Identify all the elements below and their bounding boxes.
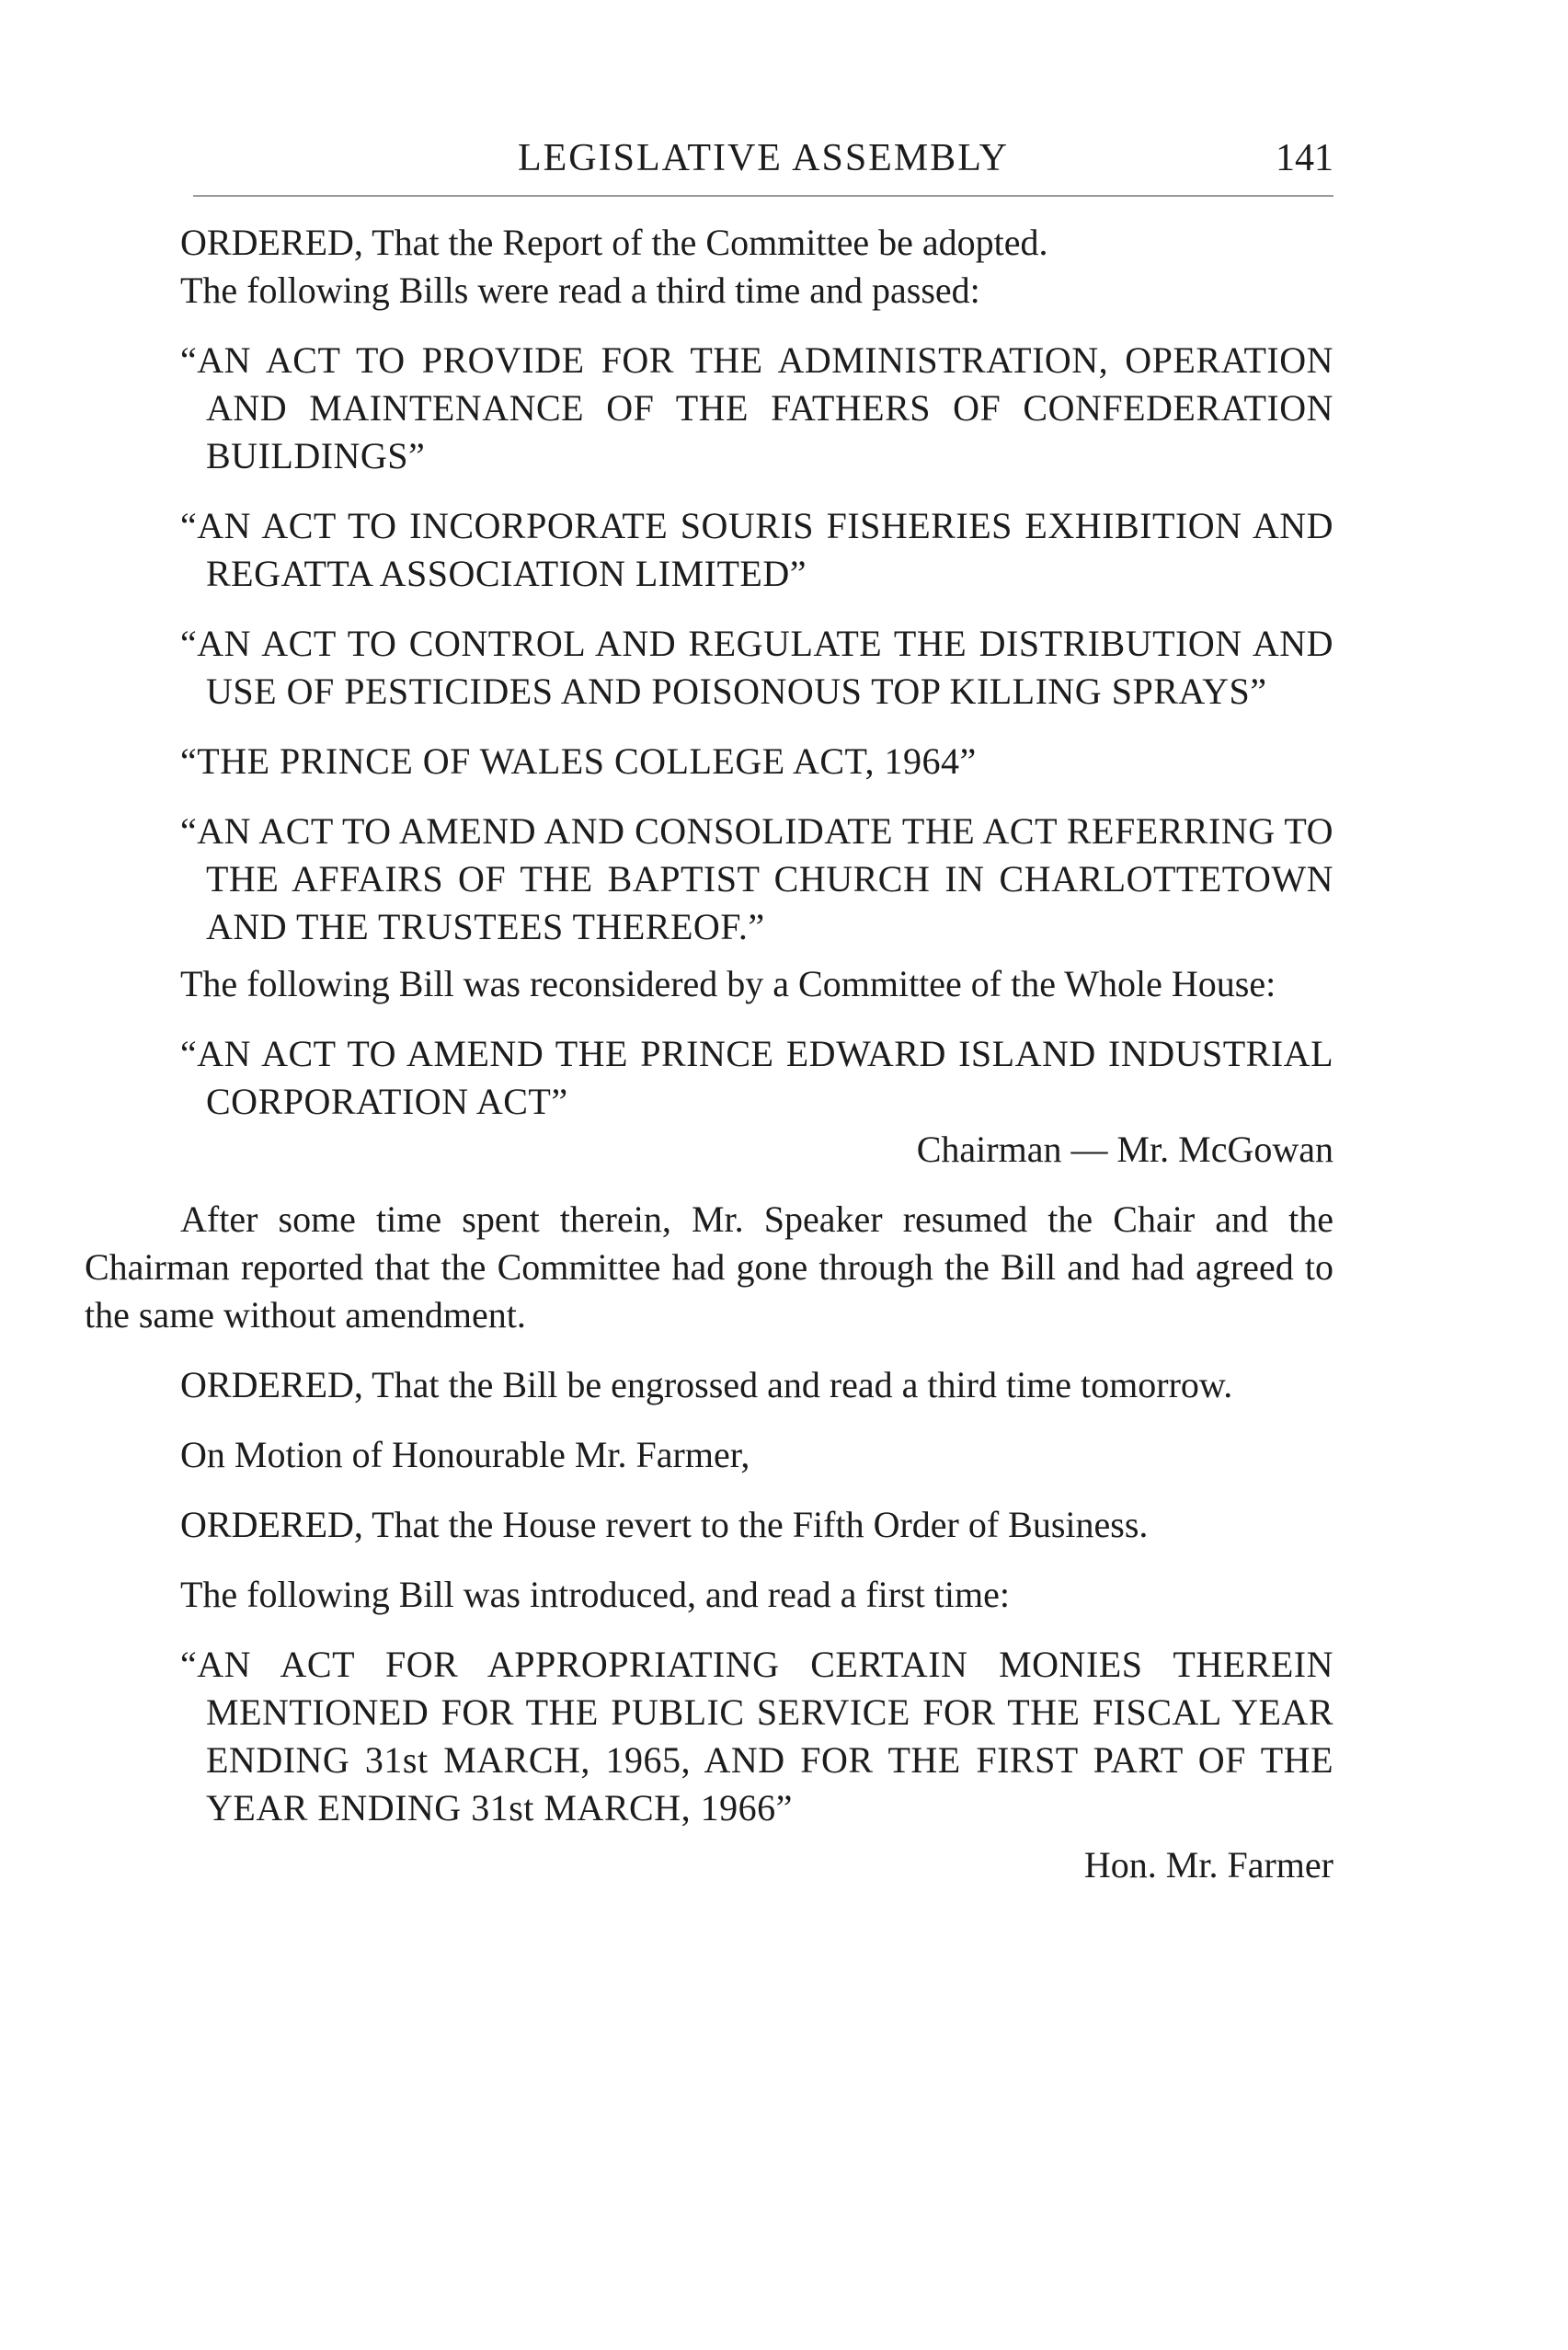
page-body bbox=[85, 219, 1333, 1889]
sponsor-line: Hon. Mr. Farmer bbox=[1083, 1844, 1333, 1886]
paragraph-report-adopted: ORDERED, That the Report of the Committee be adopted. bbox=[180, 222, 1048, 263]
page-number: 141 bbox=[1276, 137, 1333, 179]
paragraph-engrossed: ORDERED, That the Bill be engrossed and read a third time tomorrow. bbox=[180, 1364, 1233, 1405]
paragraph-third-reading-intro: The following Bills were read a third time and passed: bbox=[180, 269, 980, 311]
bill-title: “THE PRINCE OF WALES COLLEGE ACT, 1964” bbox=[180, 740, 977, 782]
paragraph-committee-report: After some time spent therein, Mr. Speaker resumed the Chair and the Chairman reported that the Committee had gone through the Bill and had agreed to the same without amendment. bbox=[85, 1198, 1333, 1335]
paragraph-motion: On Motion of Honourable Mr. Farmer, bbox=[180, 1434, 750, 1475]
bill-title: “AN ACT TO PROVIDE FOR THE ADMINISTRATION, OPERATION AND MAINTENANCE OF THE FATHERS OF CONFEDERATION BUILDINGS” bbox=[180, 339, 1333, 476]
paragraph-reconsidered-intro: The following Bill was reconsidered by a Committee of the Whole House: bbox=[180, 963, 1276, 1004]
bill-title: “AN ACT TO AMEND THE PRINCE EDWARD ISLAND INDUSTRIAL CORPORATION ACT” bbox=[180, 1033, 1333, 1122]
header-rule bbox=[193, 195, 1333, 197]
header-title: LEGISLATIVE ASSEMBLY bbox=[518, 137, 1009, 179]
running-header bbox=[193, 136, 1333, 191]
paragraph-introduced: The following Bill was introduced, and read a first time: bbox=[180, 1574, 1010, 1615]
chairman-line: Chairman — Mr. McGowan bbox=[916, 1129, 1333, 1170]
bill-title: “AN ACT FOR APPROPRIATING CERTAIN MONIES THEREIN MENTIONED FOR THE PUBLIC SERVICE FOR THE FISCAL YEAR ENDING 31st MARCH, 1965, AND FOR THE FIRST PART OF THE YEAR ENDING 31st MARCH, 1966” bbox=[180, 1644, 1333, 1828]
bill-title: “AN ACT TO INCORPORATE SOURIS FISHERIES EXHIBITION AND REGATTA ASSOCIATION LIMITED” bbox=[180, 505, 1333, 594]
paragraph-revert: ORDERED, That the House revert to the Fifth Order of Business. bbox=[180, 1504, 1149, 1545]
bill-title: “AN ACT TO AMEND AND CONSOLIDATE THE ACT REFERRING TO THE AFFAIRS OF THE BAPTIST CHURCH IN CHARLOTTETOWN AND THE TRUSTEES THEREOF.” bbox=[180, 810, 1333, 947]
bill-title: “AN ACT TO CONTROL AND REGULATE THE DISTRIBUTION AND USE OF PESTICIDES AND POISONOUS TOP KILLING SPRAYS” bbox=[180, 623, 1333, 712]
